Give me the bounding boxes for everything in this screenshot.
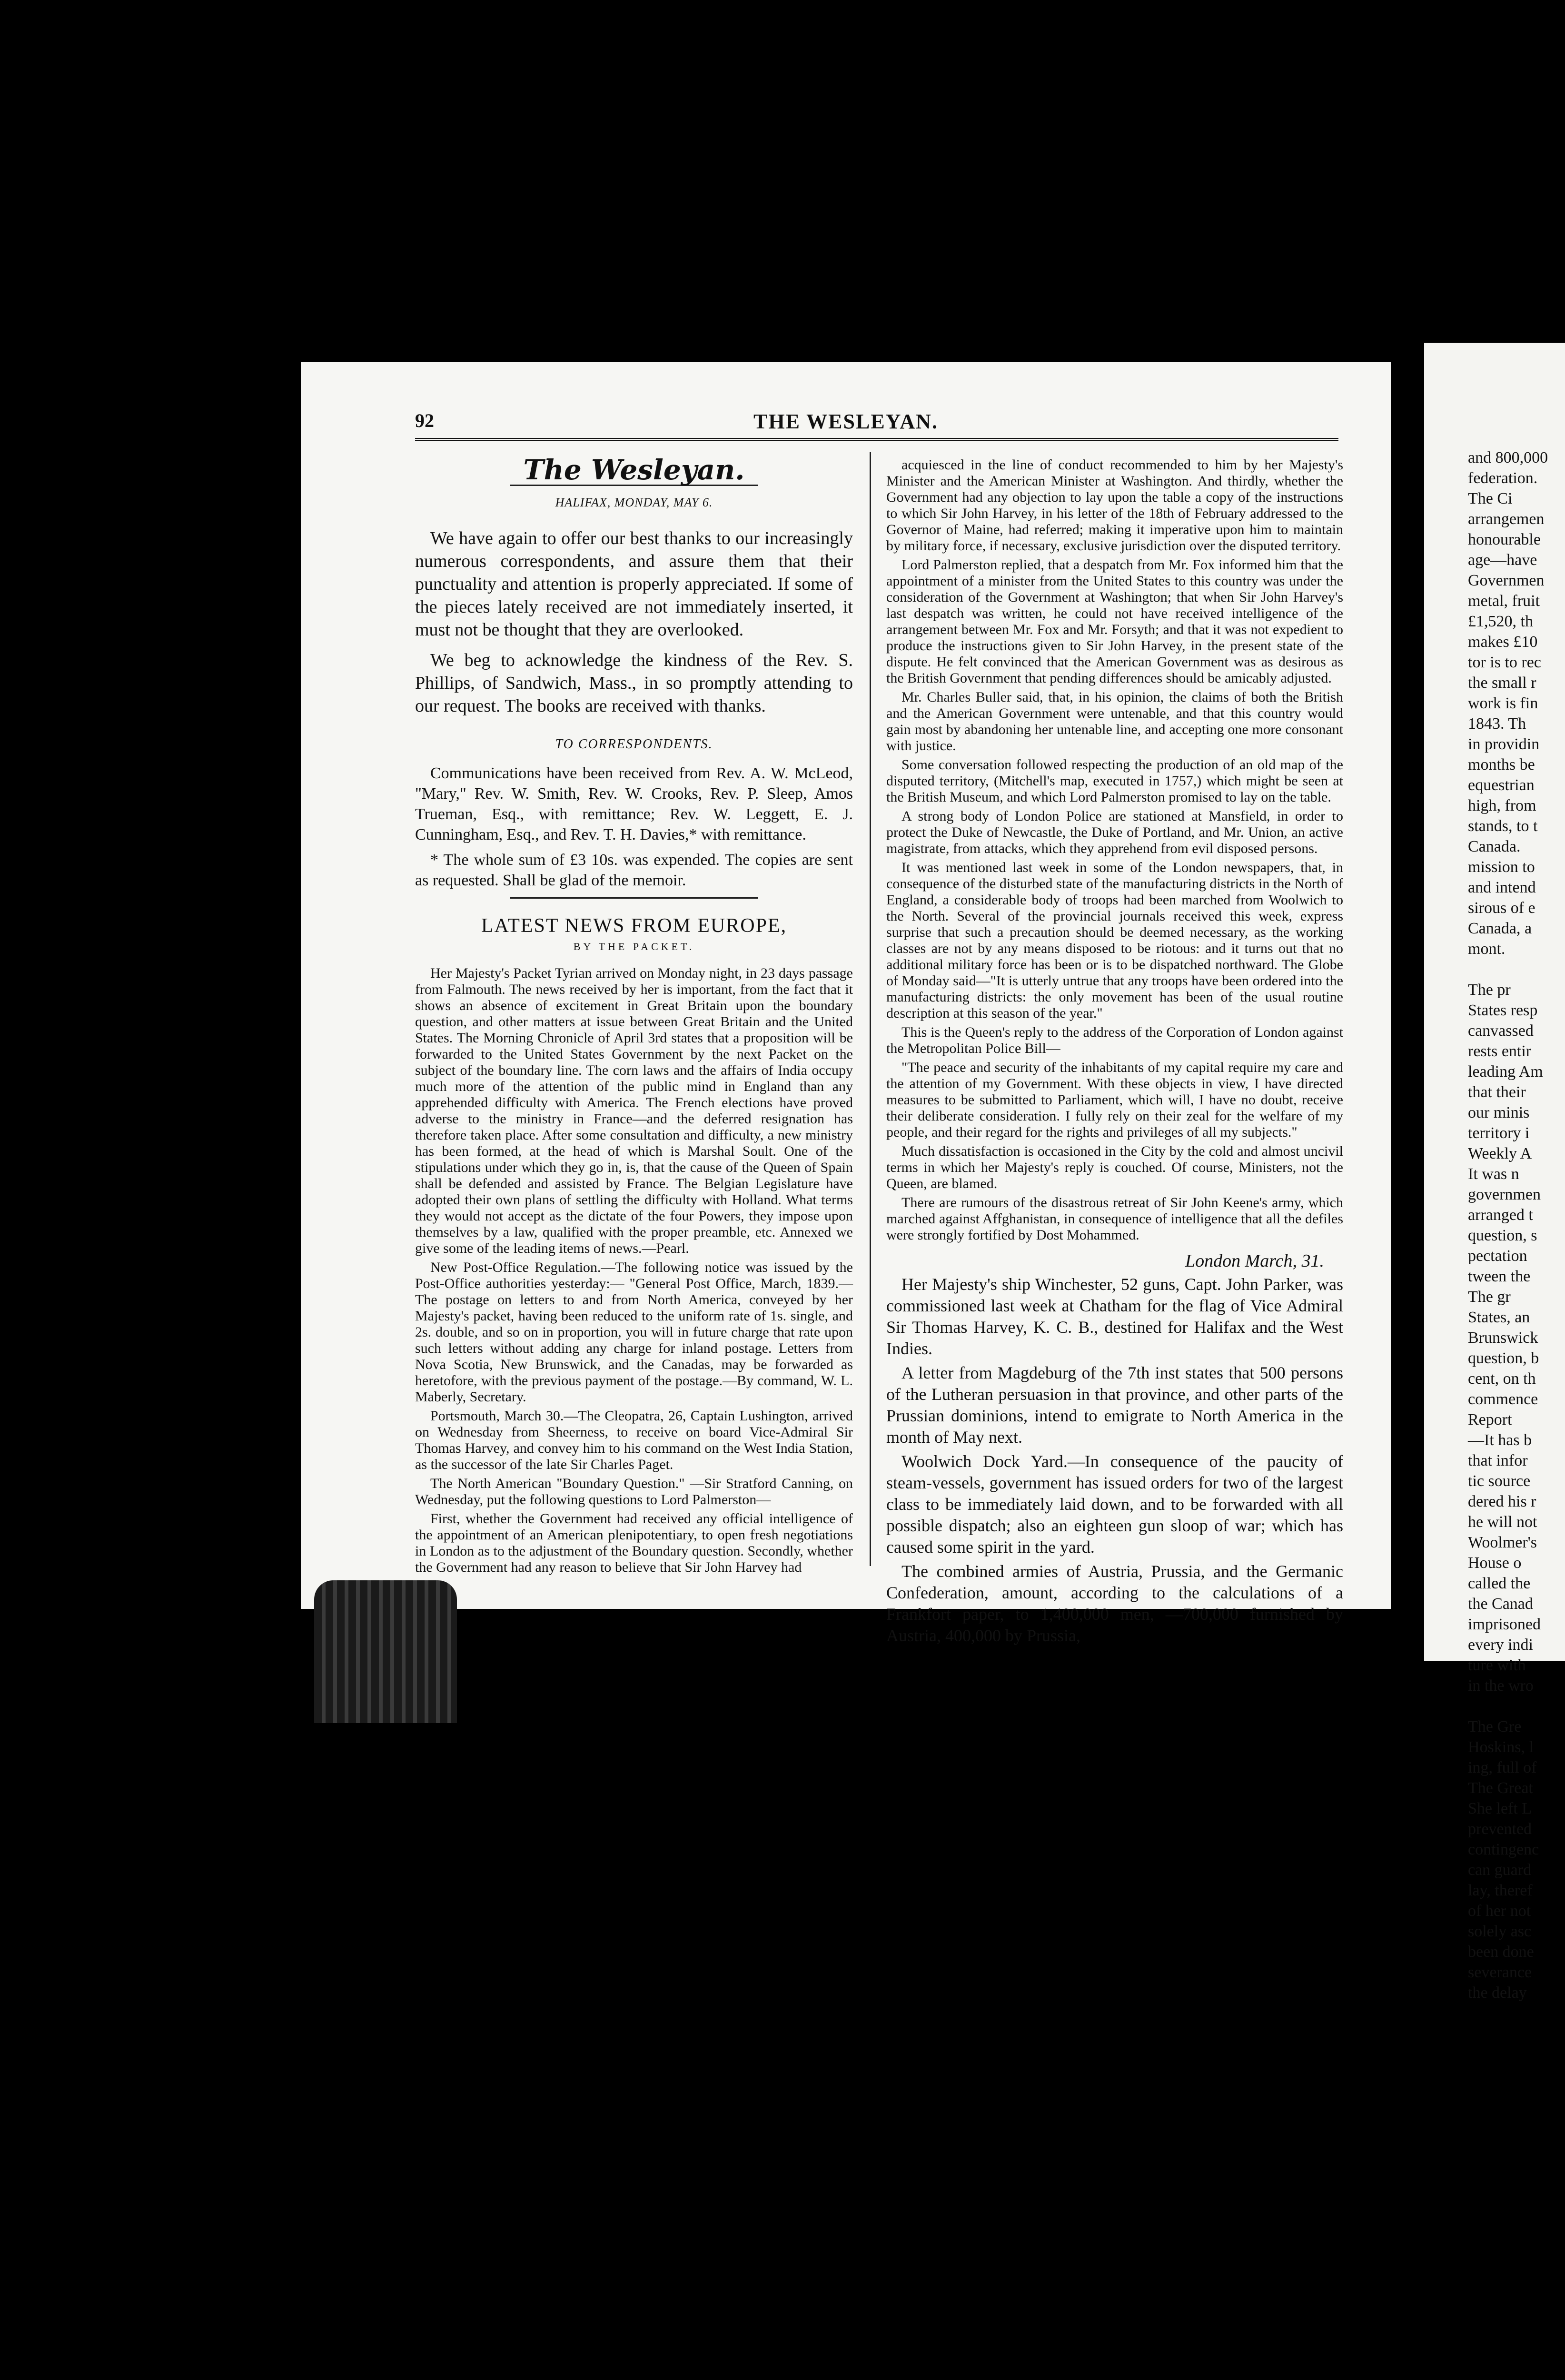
news-paragraph: Portsmouth, March 30.—The Cleopatra, 26, Captain Lushington, arrived on Wednesday from Sheerness, to receive on board Vice-Admiral Sir Thomas Harvey, and convey him to his command on the West India Station, as the successor of the late Sir Charles Paget. xyxy=(415,1408,853,1472)
news-paragraph: The North American "Boundary Question." —Sir Stratford Canning, on Wednesday, put the following questions to Lord Palmerston— xyxy=(415,1476,853,1507)
adjacent-page-line: honourable xyxy=(1468,531,1541,548)
adjacent-page-line: leading Am xyxy=(1468,1063,1543,1081)
thumb-shadow xyxy=(314,1580,457,1723)
news-paragraph: New Post-Office Regulation.—The following notice was issued by the Post-Office authorities yesterday:— "General Post Office, March, 1839.—The postage on letters to and from North America, conveyed by her Majesty's packet, having been reduced to the uniform rate of 1s. single, and 2s. double, and so on in proportion, you will in future charge that rate upon such letters without adding any charge for inland postage. Letters from Nova Scotia, New Brunswick, and the Canadas, may be forwarded as heretofore, with the previous payment of the postage.—By command, W. L. Maberly, Secretary. xyxy=(415,1259,853,1405)
right-column xyxy=(886,457,1343,1649)
adjacent-page-line xyxy=(1468,959,1563,980)
adjacent-page-line: tween the xyxy=(1468,1268,1531,1285)
adjacent-page-line: arrangemen xyxy=(1468,510,1545,528)
adjacent-page-line: that their xyxy=(1468,1083,1526,1101)
masthead: The Wesleyan. xyxy=(523,454,745,486)
adjacent-page-line: Weekly A xyxy=(1468,1145,1532,1162)
adjacent-page-line: that infor xyxy=(1468,1452,1528,1469)
article-paragraph: "The peace and security of the inhabitants of my capital require my care and the attention of my Government. With these objects in view, I have directed measures to be submitted to Parliament, which will, I have no doubt, receive their deliberate consideration. I fully rely on their zeal for the welfare of my people, and their regard for the rights and privileges of all my subjects." xyxy=(886,1060,1343,1140)
adjacent-page-line: Report xyxy=(1468,1411,1512,1428)
newspaper-page xyxy=(301,362,1391,1645)
correspondents-footnote: * The whole sum of £3 10s. was expended. The copies are sent as requested. Shall be glad of the memoir. xyxy=(415,851,853,889)
adjacent-page-line: federation. xyxy=(1468,469,1538,487)
adjacent-page-line: been done xyxy=(1468,1943,1534,1961)
adjacent-page-line: The Ci xyxy=(1468,490,1513,507)
editorial-paragraph: We have again to offer our best thanks to our increasingly numerous correspondents, and assure them that their punctuality and attention is properly appreciated. If some of the pieces lately received are not immediately inserted, it must not be thought that they are overlooked. xyxy=(415,528,853,640)
article-paragraph: Mr. Charles Buller said, that, in his opinion, the claims of both the British and the American Government were untenable, and that this country would gain most by abandoning her untenable line, and accepting one more consonant with justice. xyxy=(886,689,1343,754)
adjacent-page-line: question, s xyxy=(1468,1227,1537,1244)
adjacent-page-line: Brunswick xyxy=(1468,1329,1538,1347)
adjacent-page-line: dered his r xyxy=(1468,1493,1536,1510)
adjacent-page-line: high, from xyxy=(1468,797,1536,814)
adjacent-page-line: She left L xyxy=(1468,1800,1532,1817)
adjacent-page-text xyxy=(1468,447,1563,2003)
adjacent-page-line: cent, on th xyxy=(1468,1370,1536,1388)
adjacent-page-line: The pr xyxy=(1468,981,1511,999)
article-paragraph: It was mentioned last week in some of the London newspapers, that, in consequence of the disturbed state of the manufacturing districts in the North of England, a considerable body of troops had been marched from Woolwich to the North. Several of the provincial journals received this week, express surprise that such a precaution should be deemed necessary, as the working classes are not by any means disposed to be riotous: and it turns out that no additional military force has been or is to be dispatched northward. The Globe of Monday said—"It is utterly untrue that any troops have been ordered into the manufacturing districts: the only movement has been of the usual routine description at this season of the year." xyxy=(886,860,1343,1021)
adjacent-page-line: severance xyxy=(1468,1964,1532,1981)
adjacent-page-line: ture with xyxy=(1468,1656,1526,1674)
adjacent-page-line: Hoskins, l xyxy=(1468,1738,1534,1756)
adjacent-page-line: and intend xyxy=(1468,879,1536,896)
adjacent-page-line: commence xyxy=(1468,1390,1538,1408)
adjacent-page-line: prevented xyxy=(1468,1820,1532,1838)
news-paragraph: Her Majesty's Packet Tyrian arrived on Monday night, in 23 days passage from Falmouth. The news received by her is important, from the fact that it shows an absence of excitement in Great Britain upon the boundary question, and other matters at issue between Great Britain and the United States. The Morning Chronicle of April 3rd states that a proposition will be forwarded to the United States Government by the next Packet on the subject of the boundary line. The corn laws and the affairs of India occupy much more of the attention of the public mind in England than any apprehended difficulty with America. The French elections have proved adverse to the ministry in France—and the deferred resignation has therefore taken place. After some consultation and difficulty, a new ministry has been formed, at the head of which is Marshal Soult. One of the stipulations under which they go in, is, that the cause of the Queen of Spain shall be defended and assisted by France. The Belgian Legislature have adopted their own plans of settling the difficulty with Holland. What terms they would not accept as the dictate of the four Powers, they impose upon themselves by a law, qualified with the proper preamble, etc. Annexed we give some of the leading items of news.—Pearl. xyxy=(415,965,853,1256)
adjacent-page-line: makes £10 xyxy=(1468,633,1538,651)
adjacent-page-line: Canada. xyxy=(1468,838,1521,855)
adjacent-page-line: The Gre xyxy=(1468,1718,1522,1735)
adjacent-page-line: rests entir xyxy=(1468,1042,1532,1060)
adjacent-page-line: metal, fruit xyxy=(1468,592,1540,610)
news-subheading: BY THE PACKET. xyxy=(573,941,695,952)
adjacent-page-line: of her not xyxy=(1468,1902,1531,1920)
adjacent-page-line xyxy=(1468,1696,1563,1716)
london-dateline: London March, 31. xyxy=(1185,1251,1324,1271)
late-news-paragraph: The combined armies of Austria, Prussia, and the Germanic Confederation, amount, according to the calculations of a Frankfort paper, to 1,400,000 men, —700,000 furnished by Austria, 400,000 by Prussia, xyxy=(886,1562,1343,1645)
article-paragraph: Some conversation followed respecting the production of an old map of the disputed territory, (Mitchell's map, executed in 1757,) which might be seen at the British Museum, and which Lord Palmerston promised to lay on the table. xyxy=(886,757,1343,805)
late-news-paragraph: Her Majesty's ship Winchester, 52 guns, Capt. John Parker, was commissioned last week at Chatham for the flag of Vice Admiral Sir Thomas Harvey, K. C. B., destined for Halifax and the West Indies. xyxy=(886,1275,1343,1358)
adjacent-page-line: stands, to t xyxy=(1468,817,1538,835)
adjacent-page-line: solely asc xyxy=(1468,1923,1532,1940)
adjacent-page-line: our minis xyxy=(1468,1104,1530,1121)
news-paragraph: First, whether the Government had received any official intelligence of the appointment of an American plenipotentiary, to open fresh negotiations in London as to the adjustment of the Boundary question. Secondly, whether the Government had any reason to believe that Sir John Harvey had xyxy=(415,1511,853,1575)
adjacent-page-line: It was n xyxy=(1468,1165,1519,1183)
adjacent-page-line: governmen xyxy=(1468,1186,1541,1203)
adjacent-page-line: mission to xyxy=(1468,858,1535,876)
adjacent-page-line: House o xyxy=(1468,1554,1522,1572)
adjacent-page-line: can guard xyxy=(1468,1861,1532,1879)
adjacent-page-line: tor is to rec xyxy=(1468,654,1541,671)
column-divider xyxy=(870,452,871,1566)
adjacent-page-line: States, an xyxy=(1468,1309,1530,1326)
adjacent-page-line: lay, theref xyxy=(1468,1882,1533,1899)
section-rule xyxy=(510,897,758,899)
article-paragraph: There are rumours of the disastrous retreat of Sir John Keene's army, which marched against Affghanistan, in consequence of intelligence that all the defiles were strongly fortified by Dost Mohammed. xyxy=(886,1195,1343,1243)
adjacent-page-line: £1,520, th xyxy=(1468,613,1533,630)
dateline: HALIFAX, MONDAY, MAY 6. xyxy=(555,496,713,509)
adjacent-page-line: the small r xyxy=(1468,674,1536,692)
adjacent-page-line: canvassed xyxy=(1468,1022,1534,1040)
adjacent-page-line: called the xyxy=(1468,1575,1531,1592)
adjacent-page-line: imprisoned xyxy=(1468,1616,1541,1633)
adjacent-page-line: 1843. Th xyxy=(1468,715,1526,733)
adjacent-page-line: Canada, a xyxy=(1468,920,1532,937)
adjacent-page-line: tic source xyxy=(1468,1472,1531,1490)
article-paragraph: Much dissatisfaction is occasioned in the City by the cold and almost uncivil terms in which her Majesty's reply is couched. Of course, Ministers, not the Queen, are blamed. xyxy=(886,1143,1343,1191)
article-paragraph: A strong body of London Police are stationed at Mansfield, in order to protect the Duke of Newcastle, the Duke of Portland, and Mr. Union, an active magistrate, from attacks, which they apprehend from evil disposed persons. xyxy=(886,808,1343,856)
adjacent-page-line: mont. xyxy=(1468,940,1506,958)
adjacent-page-line: The Great xyxy=(1468,1779,1533,1797)
adjacent-page-line: work is fin xyxy=(1468,694,1538,712)
adjacent-page-line: arranged t xyxy=(1468,1206,1533,1224)
adjacent-page-line: equestrian xyxy=(1468,776,1535,794)
adjacent-page-line: ing, full of xyxy=(1468,1759,1537,1776)
adjacent-page-line: every indi xyxy=(1468,1636,1533,1654)
adjacent-page-line: territory i xyxy=(1468,1124,1530,1142)
adjacent-page-line: age—have xyxy=(1468,551,1537,569)
correspondents-heading: TO CORRESPONDENTS. xyxy=(555,737,713,752)
adjacent-page-line: States resp xyxy=(1468,1002,1538,1019)
page-header xyxy=(301,409,1391,438)
adjacent-page-line: in providin xyxy=(1468,735,1540,753)
article-paragraph: acquiesced in the line of conduct recommended to him by her Majesty's Minister and the American Minister at Washington. And thirdly, whether the Government had any objection to lay upon the table a copy of the instructions to which Sir John Harvey, in his letter of the 18th of February addressed to the Governor of Maine, had referred; making it imperative upon him to maintain by military force, if necessary, exclusive jurisdiction over the disputed territory. xyxy=(886,457,1343,554)
article-paragraph: This is the Queen's reply to the address of the Corporation of London against the Metropolitan Police Bill— xyxy=(886,1024,1343,1056)
adjacent-page-line: and 800,000 xyxy=(1468,449,1548,466)
adjacent-page-line: pectation xyxy=(1468,1247,1527,1265)
left-column xyxy=(415,454,853,1578)
running-title: THE WESLEYAN. xyxy=(753,410,938,433)
adjacent-page-line: months be xyxy=(1468,756,1535,774)
adjacent-page-line: —It has b xyxy=(1468,1431,1532,1449)
correspondents-paragraph: Communications have been received from Rev. A. W. McLeod, "Mary," Rev. W. Smith, Rev. W. Crooks, Rev. P. Sleep, Amos Trueman, Esq., with remittance; Rev. W. Leggett, E. J. Cunningham, Esq., and Rev. T. H. Davies,* with remittance. xyxy=(415,764,853,843)
adjacent-page-line: contingenc xyxy=(1468,1841,1539,1858)
header-rule xyxy=(415,438,1338,441)
late-news-paragraph: Woolwich Dock Yard.—In consequence of the paucity of steam-vessels, government has issued orders for two of the largest class to be immediately laid down, and to be forwarded with all possible dispatch; also an eighteen gun sloop of war; which has caused some spirit in the yard. xyxy=(886,1452,1343,1557)
late-news-paragraph: A letter from Magdeburg of the 7th inst states that 500 persons of the Lutheran persuasion in that province, and other parts of the Prussian dominions, intend to emigrate to North America in the month of May next. xyxy=(886,1363,1343,1447)
adjacent-page-line: sirous of e xyxy=(1468,899,1535,917)
adjacent-page-line: he will not xyxy=(1468,1513,1537,1531)
page-number: 92 xyxy=(415,410,434,431)
article-paragraph: Lord Palmerston replied, that a despatch from Mr. Fox informed him that the appointment of a minister from the United States to this country was under the consideration of the Government at Washington; that when Sir John Harvey's last despatch was written, he could not have received intelligence of the arrangement between Mr. Fox and Mr. Forsyth; and that it was not expedient to produce the instructions given to Sir John Harvey, in the present state of the dispute. He felt convinced that the American Government was as desirous as the British Government that pending differences should be amicably adjusted. xyxy=(886,557,1343,686)
adjacent-page-fragment xyxy=(1424,343,1565,2002)
news-heading: LATEST NEWS FROM EUROPE, xyxy=(481,915,787,937)
adjacent-page-line: Governmen xyxy=(1468,572,1545,589)
editorial-paragraph: We beg to acknowledge the kindness of the Rev. S. Phillips, of Sandwich, Mass., in so promptly attending to our request. The books are received with thanks. xyxy=(415,650,853,716)
adjacent-page-line: the Canad xyxy=(1468,1595,1533,1613)
adjacent-page-line: question, b xyxy=(1468,1349,1539,1367)
adjacent-page-line: in the wro xyxy=(1468,1677,1534,1695)
adjacent-page-line: the delay xyxy=(1468,1984,1527,2002)
adjacent-page-line: Woolmer's xyxy=(1468,1534,1537,1551)
adjacent-page-line: The gr xyxy=(1468,1288,1511,1306)
